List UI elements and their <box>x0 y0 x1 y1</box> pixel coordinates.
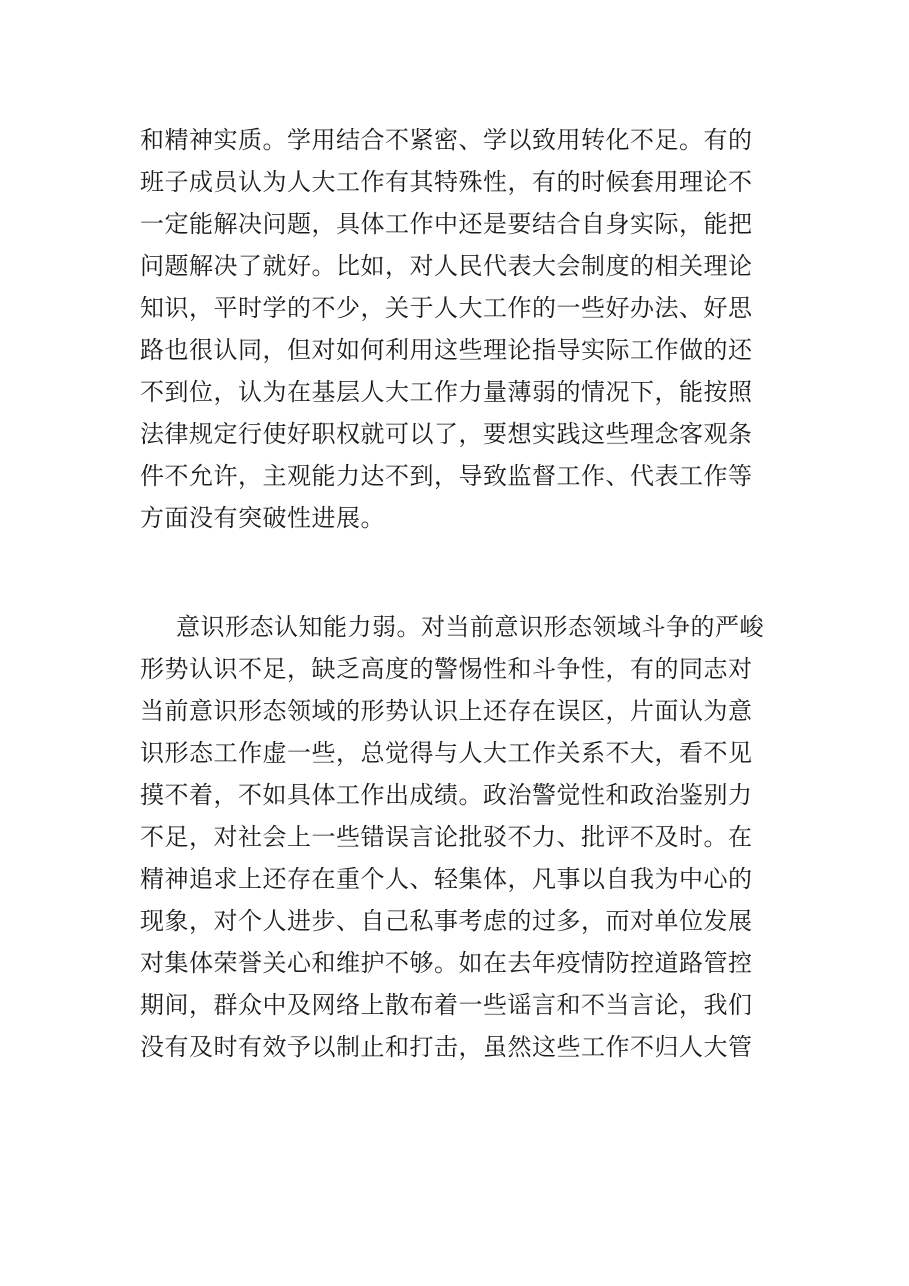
paragraph-2-line: 当前意识形态领域的形势认识上还存在误区，片面认为意 <box>140 697 753 725</box>
paragraph-1-line: 知识，平时学的不少，关于人大工作的一些好办法、好思 <box>140 294 753 322</box>
paragraph-1-line: 班子成员认为人大工作有其特殊性，有的时候套用理论不 <box>140 168 753 196</box>
paragraph-1-line: 方面没有突破性进展。 <box>140 504 385 532</box>
paragraph-1-line: 法律规定行使好职权就可以了，要想实践这些理念客观条 <box>140 420 753 448</box>
paragraph-1-line: 路也很认同，但对如何利用这些理论指导实际工作做的还 <box>140 336 753 364</box>
paragraph-2-line: 不足，对社会上一些错误言论批驳不力、批评不及时。在 <box>140 823 753 851</box>
paragraph-1-line: 问题解决了就好。比如，对人民代表大会制度的相关理论 <box>140 252 753 280</box>
paragraph-2-line: 期间，群众中及网络上散布着一些谣言和不当言论，我们 <box>140 991 753 1019</box>
paragraph-2-line: 摸不着，不如具体工作出成绩。政治警觉性和政治鉴别力 <box>140 781 753 809</box>
paragraph-2-line: 意识形态认知能力弱。对当前意识形态领域斗争的严峻 <box>176 613 764 641</box>
paragraph-1-line: 和精神实质。学用结合不紧密、学以致用转化不足。有的 <box>140 126 753 154</box>
paragraph-2-line: 精神追求上还存在重个人、轻集体，凡事以自我为中心的 <box>140 865 753 893</box>
paragraph-1-line: 不到位，认为在基层人大工作力量薄弱的情况下，能按照 <box>140 378 753 406</box>
paragraph-2-line: 对集体荣誉关心和维护不够。如在去年疫情防控道路管控 <box>140 949 753 977</box>
paragraph-2-line: 没有及时有效予以制止和打击，虽然这些工作不归人大管 <box>140 1033 753 1061</box>
paragraph-2-line: 识形态工作虚一些，总觉得与人大工作关系不大，看不见 <box>140 739 753 767</box>
paragraph-2-line: 现象，对个人进步、自己私事考虑的过多，而对单位发展 <box>140 907 753 935</box>
paragraph-1-line: 件不允许，主观能力达不到，导致监督工作、代表工作等 <box>140 462 753 490</box>
paragraph-2-line: 形势认识不足，缺乏高度的警惕性和斗争性，有的同志对 <box>140 655 753 683</box>
paragraph-1-line: 一定能解决问题，具体工作中还是要结合自身实际，能把 <box>140 210 753 238</box>
